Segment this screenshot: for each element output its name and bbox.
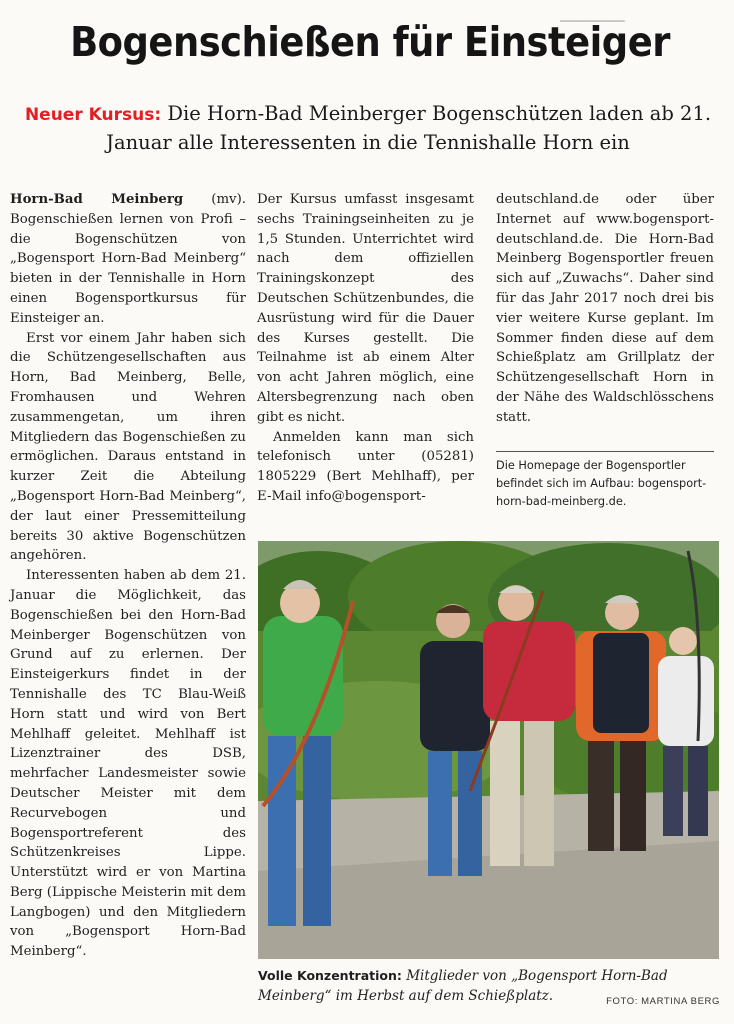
- archers-illustration: [258, 541, 719, 959]
- divider: [496, 451, 714, 452]
- article-column-1: [10, 190, 246, 962]
- homepage-note: Die Homepage der Bogensportler befindet sich im Aufbau: bogensport-horn-bad-meinberg.de.: [496, 459, 707, 508]
- article-column-3: [496, 190, 714, 428]
- caption-lead: Volle Konzentration:: [258, 968, 402, 983]
- paragraph: deutschland.de oder über Internet auf www.bogensport-deutschland.de. Die Horn-Bad Meinberg Bogensportler freuen sich auf „Zuwachs“. Daher sind für das Jahr 2017 noch drei bis vier weitere Kurse geplant. Im Sommer finden diese auf dem Schießplatz am Grillplatz der Schützengesellschaft Horn in der Nähe des Waldschlösschens statt.: [496, 192, 714, 425]
- dateline: Horn-Bad Meinberg: [10, 192, 184, 207]
- kicker-label: Neuer Kursus:: [24, 105, 162, 125]
- neighbour-article-bleed: ▁▁▁▁▁▁▁: [560, 8, 625, 22]
- paragraph-text: (mv). Bogenschießen lernen von Profi – die Bogenschützen von „Bogensport Horn-Bad Meinberg“ bieten in der Tennishalle in Horn einen Bogensportkursus für Einsteiger an.: [10, 192, 246, 326]
- paragraph: Anmelden kann man sich telefonisch unter (05281) 1805229 (Bert Mehlhaff), per E-Mail info@bogensport-: [257, 429, 474, 504]
- photo-archers: [258, 541, 719, 959]
- subheadline-text: Die Horn-Bad Meinberger Bogenschützen laden ab 21. Januar alle Interessenten in die Tennishalle Horn ein: [106, 102, 712, 154]
- paragraph: Der Kursus umfasst insgesamt sechs Trainingseinheiten zu je 1,5 Stunden. Unterrichtet wird nach dem offiziellen Trainingskonzept des Deutschen Schützenbundes, die Ausrüstung wird für die Dauer des Kurses gestellt. Die Teilnahme ist ab einem Alter von acht Jahren möglich, eine Altersbegrenzung nach oben gibt es nicht.: [257, 192, 474, 425]
- headline: Bogenschießen für Einsteiger: [70, 18, 670, 66]
- paragraph: Erst vor einem Jahr haben sich die Schützengesellschaften aus Horn, Bad Meinberg, Belle, Fromhausen und Wehren zusammengetan, um ihren Mitgliedern das Bogenschießen zu ermöglichen. Daraus entstand in kurzer Zeit die Abteilung „Bogensport Horn-Bad Meinberg“, der laut einer Pressemitteilung bereits 30 aktive Bogenschützen angehören.: [10, 330, 246, 564]
- paragraph: Interessenten haben ab dem 21. Januar die Möglichkeit, das Bogenschießen bei den Horn-Bad Meinberger Bogenschützen von Grund auf zu erlernen. Der Einsteigerkurs findet in der Tennishalle des TC Blau-Weiß Horn statt und wird von Bert Mehlhaff geleitet. Mehlhaff ist Lizenztrainer des DSB, mehrfacher Landesmeister sowie Deutscher Meister mit dem Recurvebogen und Bogensportreferent des Schützenkreises Lippe. Unterstützt wird er von Martina Berg (Lippische Meisterin mit dem Langbogen) und den Mitgliedern von „Bogensport Horn-Bad Meinberg“.: [10, 568, 246, 960]
- paragraph: [10, 190, 246, 329]
- subheadline: [18, 100, 718, 156]
- article-column-2: [257, 190, 474, 507]
- photo-credit: FOTO: MARTINA BERG: [606, 996, 720, 1007]
- caption-text: Mitglieder von „Bogensport Horn-Bad Meinberg“ im Herbst auf dem Schießplatz.: [258, 968, 668, 1004]
